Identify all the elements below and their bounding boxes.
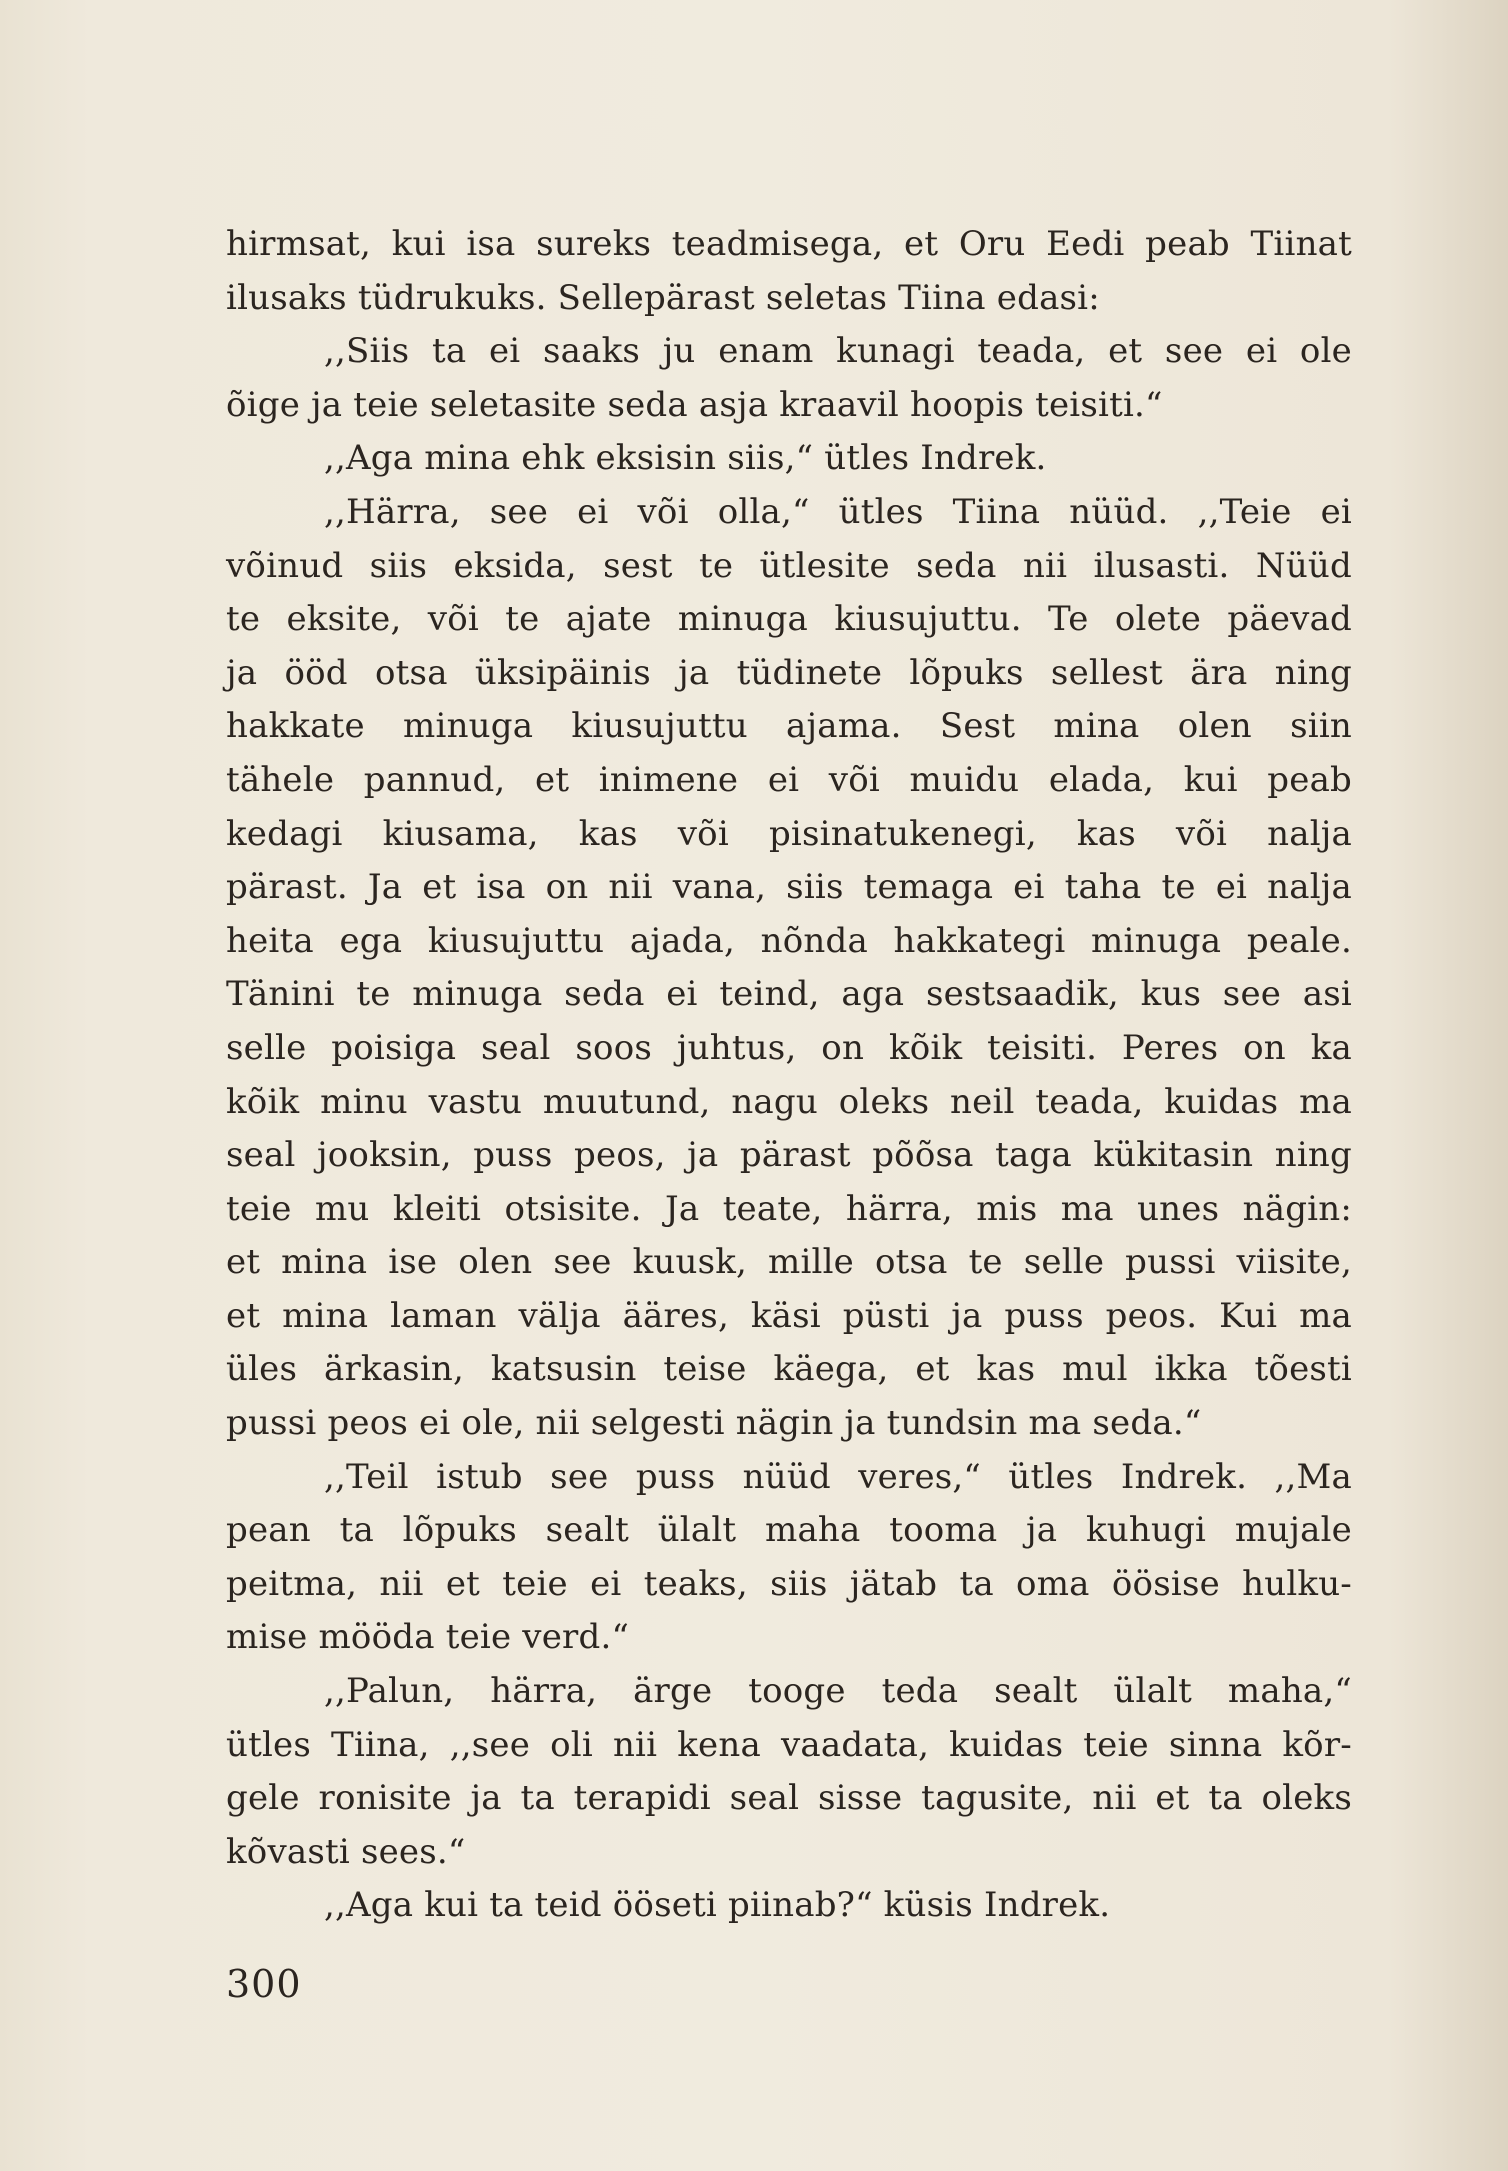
text-line: hakkate minuga kiusujuttu ajama. Sest mina olen siin bbox=[226, 706, 1352, 747]
text-line: pärast. Ja et isa on nii vana, siis temaga ei taha te ei nalja bbox=[226, 867, 1352, 908]
text-line: üles ärkasin, katsusin teise käega, et kas mul ikka tõesti bbox=[226, 1349, 1352, 1390]
body-text bbox=[226, 218, 1352, 1933]
text-line: ja ööd otsa üksipäinis ja tüdinete lõpuks sellest ära ning bbox=[226, 652, 1352, 693]
text-line: ilusaks tüdrukuks. Sellepärast seletas Tiina edasi: bbox=[226, 277, 1100, 318]
text-line: mise mööda teie verd.“ bbox=[226, 1617, 630, 1658]
text-line: ,,Teil istub see puss nüüd veres,“ ütles Indrek. ,,Ma bbox=[324, 1456, 1352, 1497]
text-line: te eksite, või te ajate minuga kiusujuttu. Te olete päevad bbox=[226, 599, 1352, 640]
text-line: kedagi kiusama, kas või pisinatukenegi, kas või nalja bbox=[226, 813, 1352, 854]
text-line: õige ja teie seletasite seda asja kraavil hoopis teisiti.“ bbox=[226, 384, 1163, 425]
text-line: gele ronisite ja ta terapidi seal sisse tagusite, nii et ta oleks bbox=[226, 1778, 1352, 1819]
page-number: 300 bbox=[226, 1962, 302, 2006]
text-line: et mina ise olen see kuusk, mille otsa te selle pussi viisite, bbox=[226, 1242, 1352, 1283]
text-line: selle poisiga seal soos juhtus, on kõik teisiti. Peres on ka bbox=[226, 1027, 1352, 1068]
text-line: ,,Härra, see ei või olla,“ ütles Tiina nüüd. ,,Teie ei bbox=[324, 491, 1352, 532]
text-line: pean ta lõpuks sealt ülalt maha tooma ja kuhugi mujale bbox=[226, 1510, 1352, 1551]
text-line: ,,Aga mina ehk eksisin siis,“ ütles Indrek. bbox=[324, 438, 1047, 479]
text-line: ütles Tiina, ,,see oli nii kena vaadata, kuidas teie sinna kõr- bbox=[226, 1724, 1352, 1765]
text-line: peitma, nii et teie ei teaks, siis jätab ta oma öösise hulku- bbox=[226, 1563, 1352, 1604]
text-line: teie mu kleiti otsisite. Ja teate, härra, mis ma unes nägin: bbox=[226, 1188, 1352, 1229]
text-line: pussi peos ei ole, nii selgesti nägin ja tundsin ma seda.“ bbox=[226, 1403, 1202, 1444]
text-line: ,,Siis ta ei saaks ju enam kunagi teada, et see ei ole bbox=[324, 331, 1352, 372]
text-line: heita ega kiusujuttu ajada, nõnda hakkategi minuga peale. bbox=[226, 920, 1352, 961]
text-line: ,,Palun, härra, ärge tooge teda sealt ülalt maha,“ bbox=[324, 1671, 1352, 1712]
text-line: võinud siis eksida, sest te ütlesite seda nii ilusasti. Nüüd bbox=[226, 545, 1352, 586]
text-line: seal jooksin, puss peos, ja pärast põõsa taga kükitasin ning bbox=[226, 1135, 1352, 1176]
text-line: hirmsat, kui isa sureks teadmisega, et Oru Eedi peab Tiinat bbox=[226, 224, 1352, 264]
text-line: et mina laman välja ääres, käsi püsti ja puss peos. Kui ma bbox=[226, 1295, 1352, 1336]
text-line: kõik minu vastu muutund, nagu oleks neil teada, kuidas ma bbox=[226, 1081, 1352, 1122]
text-line: ,,Aga kui ta teid ööseti piinab?“ küsis Indrek. bbox=[324, 1885, 1111, 1926]
text-line: Tänini te minuga seda ei teind, aga sestsaadik, kus see asi bbox=[226, 974, 1352, 1015]
text-line: tähele pannud, et inimene ei või muidu elada, kui peab bbox=[226, 759, 1352, 800]
text-line: kõvasti sees.“ bbox=[226, 1831, 466, 1872]
